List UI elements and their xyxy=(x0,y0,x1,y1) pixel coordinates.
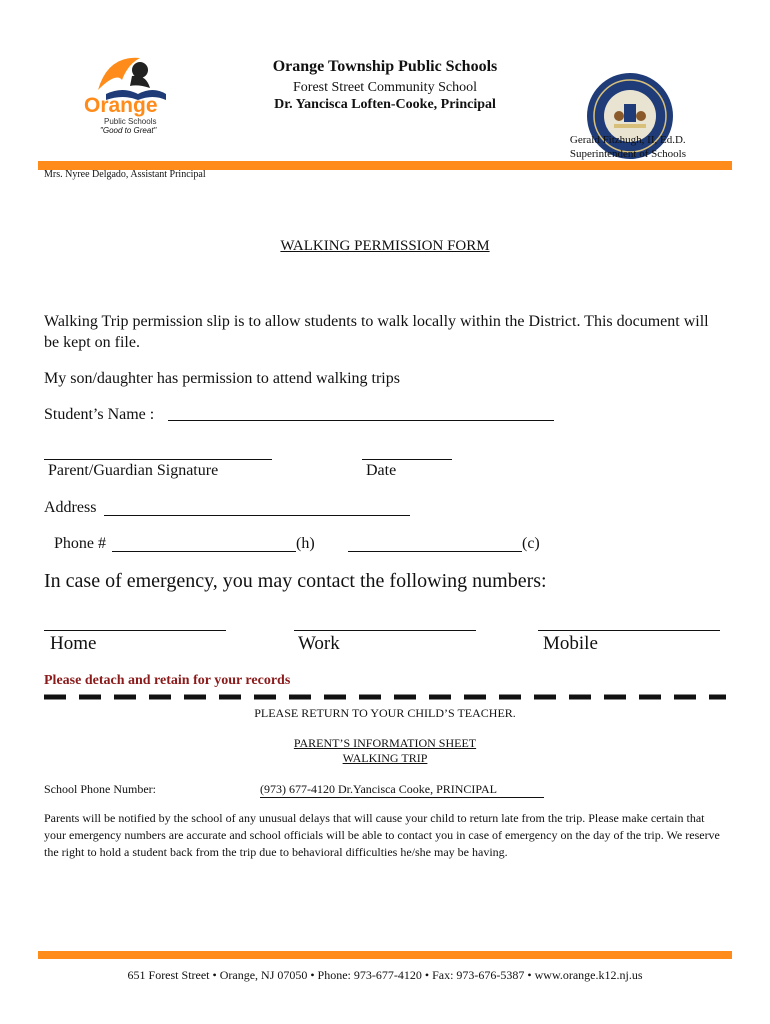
home-phone-field[interactable] xyxy=(112,533,296,552)
footer-divider xyxy=(38,951,732,959)
school-phone-label: School Phone Number: xyxy=(44,782,156,796)
student-name-label: Student’s Name : xyxy=(44,406,155,423)
emergency-mobile-label: Mobile xyxy=(543,633,598,654)
logo-wordmark: Orange xyxy=(84,94,158,117)
superintendent-title: Superintendent of Schools xyxy=(569,148,686,160)
logo-tagline: "Good to Great" xyxy=(100,126,157,135)
cell-phone-field[interactable] xyxy=(348,533,522,552)
info-sheet-title: PARENT’S INFORMATION SHEET xyxy=(293,736,477,750)
assistant-principal: Mrs. Nyree Delgado, Assistant Principal xyxy=(44,169,206,180)
notification-paragraph: Parents will be notified by the school of any unusual delays that will cause your child to return late from the trip. Please make certain that your emergency numbers are accurate and school officials will be able to contact you in case of emergency on the day of the trip. We reserve the right to hold a student back from the trip due to behavioral difficulties he/she may be having. xyxy=(44,811,720,859)
emergency-mobile-field[interactable] xyxy=(538,612,720,631)
address-field[interactable] xyxy=(104,497,410,516)
emergency-home-label: Home xyxy=(50,633,97,654)
logo-subtext: Public Schools xyxy=(104,117,157,126)
home-phone-suffix: (h) xyxy=(296,535,315,552)
address-label: Address xyxy=(44,499,97,516)
principal-name: Dr. Yancisca Loften-Cooke, Principal xyxy=(274,97,496,112)
return-note: PLEASE RETURN TO YOUR CHILD’S TEACHER. xyxy=(254,706,516,720)
phone-label: Phone # xyxy=(54,535,106,552)
student-name-field[interactable] xyxy=(168,402,554,421)
tear-off-line xyxy=(44,688,726,696)
emergency-work-field[interactable] xyxy=(294,612,476,631)
info-sheet-subtitle: WALKING TRIP xyxy=(342,751,428,765)
emergency-heading: In case of emergency, you may contact the following numbers: xyxy=(44,570,547,592)
signature-field[interactable] xyxy=(44,441,272,460)
intro-paragraph: Walking Trip permission slip is to allow students to walk locally within the District. This document will be kept on file. xyxy=(44,313,709,351)
date-label: Date xyxy=(366,462,397,479)
detach-notice: Please detach and retain for your records xyxy=(44,673,291,688)
school-name: Forest Street Community School xyxy=(293,80,477,95)
emergency-home-field[interactable] xyxy=(44,612,226,631)
superintendent-block xyxy=(570,133,686,161)
form-title: WALKING PERMISSION FORM xyxy=(280,238,490,254)
cell-phone-suffix: (c) xyxy=(522,535,540,552)
signature-label: Parent/Guardian Signature xyxy=(48,462,219,479)
school-phone-value: (973) 677-4120 Dr.Yancisca Cooke, PRINCIPAL xyxy=(260,782,544,798)
emergency-work-label: Work xyxy=(298,633,340,654)
district-name: Orange Township Public Schools xyxy=(272,58,498,75)
date-field[interactable] xyxy=(362,441,452,460)
footer-contact: 651 Forest Street • Orange, NJ 07050 • Phone: 973-677-4120 • Fax: 973-676-5387 • www.orange.k12.nj.us xyxy=(127,968,643,982)
permission-statement: My son/daughter has permission to attend walking trips xyxy=(44,370,400,387)
superintendent-name: Gerald Fitzhugh, II, Ed.D. xyxy=(569,134,686,146)
